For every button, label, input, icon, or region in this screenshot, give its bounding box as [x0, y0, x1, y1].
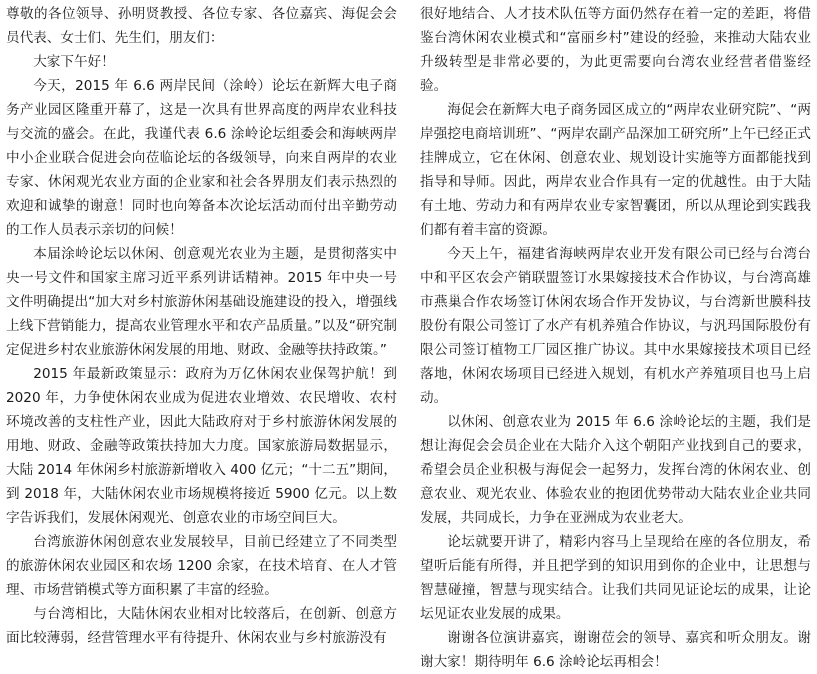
right-text-column [420, 2, 811, 670]
body-paragraph: 与台湾相比，大陆休闲农业相对比较落后，在创新、创意方面比较薄弱，经营管理水平有待提升、休闲农业与乡村旅游没有 [6, 606, 397, 646]
greeting-paragraph: 大家下午好！ [33, 54, 115, 70]
body-paragraph: 2015 年最新政策显示：政府为万亿休闲农业保驾护航！到 2020 年，力争使休闲农业成为促进农业增效、农民增收、农村环境改善的支柱性产业，因此大陆政府对于乡村旅游休闲发展的用地、财政、金融等政策扶持加大力度。国家旅游局数据显示，大陆 2014 年休闲乡村旅游新增收入 400 亿元；“十二五”期间，到 2018 年，大陆休闲农业市场规模将接近 5900 亿元。以上数字告诉我们，发展休闲观光、创意农业的市场空间巨大。 [6, 366, 397, 526]
body-paragraph: 今天，2015 年 6.6 两岸民间（涂岭）论坛在新辉大电子商务产业园区隆重开幕了，这是一次具有世界高度的两岸农业科技与交流的盛会。在此，我谨代表 6.6 涂岭论坛组委会和海峡两岸中小企业联合促进会向莅临论坛的各级领导，向来自两岸的农业专家、休闲观光农业方面的企业家和社会各界朋友们表示热烈的欢迎和诚挚的谢意！同时也向筹备本次论坛活动而付出辛勤劳动的工作人员表示亲切的问候！ [6, 78, 397, 238]
left-text-column [6, 2, 397, 658]
closing-paragraph: 谢谢各位演讲嘉宾，谢谢莅会的领导、嘉宾和听众朋友。谢谢大家！期待明年 6.6 涂岭论坛再相会！ [420, 630, 811, 670]
body-paragraph: 今天上午，福建省海峡两岸农业开发有限公司已经与台湾台中和平区农会产销联盟签订水果嫁接技术合作协议，与台湾高雄市燕巢合作农场签订休闲农场合作开发协议，与台湾新世膜科技股份有限公司签订了水产有机养殖合作协议，与汎玛国际股份有限公司签订植物工厂园区推广协议。其中水果嫁接技术项目已经落地，休闲农场项目已经进入规划，有机水产养殖项目也马上启动。 [420, 246, 811, 406]
body-paragraph: 海促会在新辉大电子商务园区成立的“两岸农业研究院”、“两岸强挖电商培训班”、“两岸农副产品深加工研究所”上午已经正式挂牌成立，它在休闲、创意农业、规划设计实施等方面都能找到指导和导师。因此，两岸农业合作具有一定的优越性。由于大陆有土地、劳动力和有两岸农业专家智囊团，所以从理论到实践我们都有着丰富的资源。 [420, 102, 811, 238]
body-paragraph: 以休闲、创意农业为 2015 年 6.6 涂岭论坛的主题，我们是想让海促会会员企业在大陆介入这个朝阳产业找到自己的要求，希望会员企业积极与海促会一起努力，发挥台湾的休闲农业、创意农业、观光农业、体验农业的抱团优势带动大陆农业企业共同发展，共同成长，力争在亚洲成为农业老大。 [420, 414, 811, 526]
salutation-paragraph: 尊敬的各位领导、孙明贤教授、各位专家、各位嘉宾、海促会会员代表、女士们、先生们，朋友们： [6, 6, 397, 46]
continued-paragraph: 很好地结合、人才技术队伍等方面仍然存在着一定的差距，将借鉴台湾休闲农业模式和“富丽乡村”建设的经验，来推动大陆农业升级转型是非常必要的，为此更需要向台湾农业经营者借鉴经验。 [420, 6, 811, 94]
body-paragraph: 台湾旅游休闲创意农业发展较早，目前已经建立了不同类型的旅游休闲农业园区和农场 1200 余家，在技术培育、在人才管理、市场营销模式等方面积累了丰富的经验。 [6, 534, 397, 598]
body-paragraph: 本届涂岭论坛以休闲、创意观光农业为主题，是贯彻落实中央一号文件和国家主席习近平系列讲话精神。2015 年中央一号文件明确提出“加大对乡村旅游休闲基础设施建设的投入，增强线上线下营销能力，提高农业管理水平和农产品质量。”以及“研究制定促进乡村农业旅游休闲发展的用地、财政、金融等扶持政策。” [6, 246, 397, 358]
body-paragraph: 论坛就要开讲了，精彩内容马上呈现给在座的各位朋友，希望听后能有所得，并且把学到的知识用到你的企业中，让思想与智慧碰撞，智慧与现实结合。让我们共同见证论坛的成果，让论坛见证农业发展的成果。 [420, 534, 811, 622]
